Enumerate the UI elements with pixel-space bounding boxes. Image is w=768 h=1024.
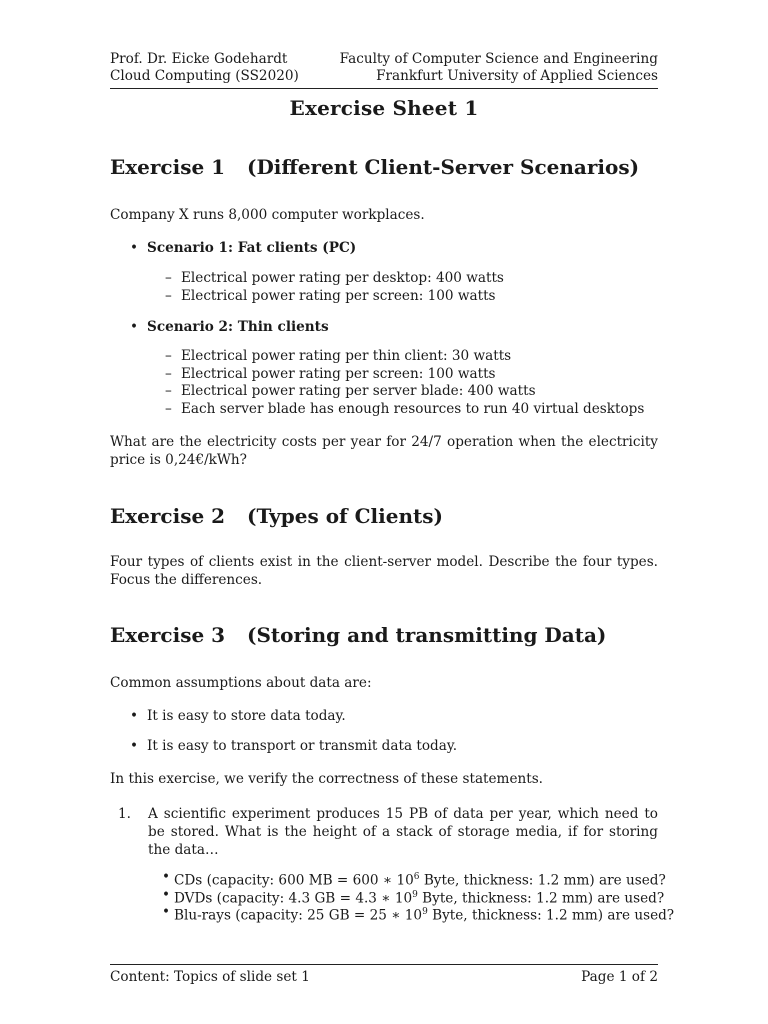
exercise-2-heading bbox=[110, 504, 443, 528]
exercise-sheet-page: Prof. Dr. Eicke Godehardt Cloud Computing (SS2020) Faculty of Computer Science and Engineering Frankfurt University of Applied Sciences Exercise Sheet 1 Exercise 1 (Different Client-Server Scenarios) Company X runs 8,000 computer workplaces. • Scenario 1: Fat clients (PC) – Electrical power rating per desktop: 400 watts – Electrical power rating per screen: 100 watts • Scenario 2: Thin clients – Electrical power rating per thin client: 30 watts – Electrical power rating per screen: 100 watts – Electrical power rating per server blade: 400 watts – Each server blade has enough resources to run 40 virtual desktops What are the electricity costs per year for 24/7 operation when the electricity price is 0,24€/kWh? Exercise 2 (Types of Clients) Four types of clients exist in the client-server model. Describe the four types. Focus the differences. Exercise 3 (Storing and transmitting Data) Common assumptions about data are: • It is easy to store data today. • It is easy to transport or transmit data today. In this exercise, we verify the correctness of these statements. 1. A scientific experiment produces 15 PB of data per year, which need to be stored. What is the height of a stack of storage media, if for storing the data… • CDs (capacity: 600 MB = 600 ∗ $10^6$ Byte, thickness: 1.2 mm) are used? • DVDs (capacity: 4.3 GB = 4.3 ∗ $10^9$ Byte, thickness: 1.2 mm) are used? • Blu-rays (capacity: 25 GB = 25 ∗ $10^9$ Byte, thickness: 1.2 mm) are used? Content: Topics of slide set 1 Page 1 of 2 bbox=[110, 51, 675, 985]
exercise-1-question: What are the electricity costs per year for 24/7 operation when the electricity price is 0,24€/kWh? bbox=[110, 434, 658, 468]
exercise-1-heading bbox=[110, 155, 639, 179]
faculty-name: Faculty of Computer Science and Engineering bbox=[339, 51, 658, 67]
exercise-title: (Types of Clients) bbox=[247, 504, 443, 528]
course-name: Cloud Computing (SS2020) bbox=[110, 68, 299, 84]
bullet-icon: • bbox=[162, 869, 171, 885]
page-header bbox=[110, 50, 658, 89]
exercise-2-text: Four types of clients exist in the client-server model. Describe the four types. Focus the differences. bbox=[110, 554, 658, 588]
bullet-icon: • bbox=[162, 904, 171, 920]
task-text: A scientific experiment produces 15 PB of data per year, which need to be stored. What is the height of a stack of storage media, if for storing the data… bbox=[148, 806, 658, 858]
page-footer bbox=[110, 964, 658, 985]
scenario-label: Scenario 2: Thin clients bbox=[147, 319, 329, 335]
exercise-3-intro: Common assumptions about data are: bbox=[110, 675, 372, 691]
exercise-1-intro: Company X runs 8,000 computer workplaces. bbox=[110, 207, 425, 223]
bullet-icon: • bbox=[162, 886, 171, 903]
scenario-label: Scenario 1: Fat clients (PC) bbox=[147, 240, 357, 256]
exercise-number: Exercise 3 bbox=[110, 623, 226, 647]
exercise-number: Exercise 1 bbox=[110, 155, 226, 179]
instructor-name: Prof. Dr. Eicke Godehardt bbox=[110, 51, 288, 67]
bullet-icon: • bbox=[130, 240, 139, 256]
bullet-icon: • bbox=[130, 708, 139, 724]
sheet-title: Exercise Sheet 1 bbox=[289, 96, 479, 120]
exercise-3-verify: In this exercise, we verify the correctness of these statements. bbox=[110, 771, 544, 787]
exercise-title: (Storing and transmitting Data) bbox=[247, 623, 607, 647]
bullet-icon: • bbox=[130, 319, 139, 335]
exercise-number: Exercise 2 bbox=[110, 504, 226, 528]
task-number: 1. bbox=[118, 806, 131, 822]
university-name: Frankfurt University of Applied Sciences bbox=[376, 68, 658, 84]
exercise-3-heading bbox=[110, 623, 606, 647]
page-number: Page 1 of 2 bbox=[581, 969, 658, 985]
exercise-title: (Different Client-Server Scenarios) bbox=[247, 155, 640, 179]
footer-content: Content: Topics of slide set 1 bbox=[110, 969, 310, 985]
bullet-icon: • bbox=[130, 738, 139, 754]
